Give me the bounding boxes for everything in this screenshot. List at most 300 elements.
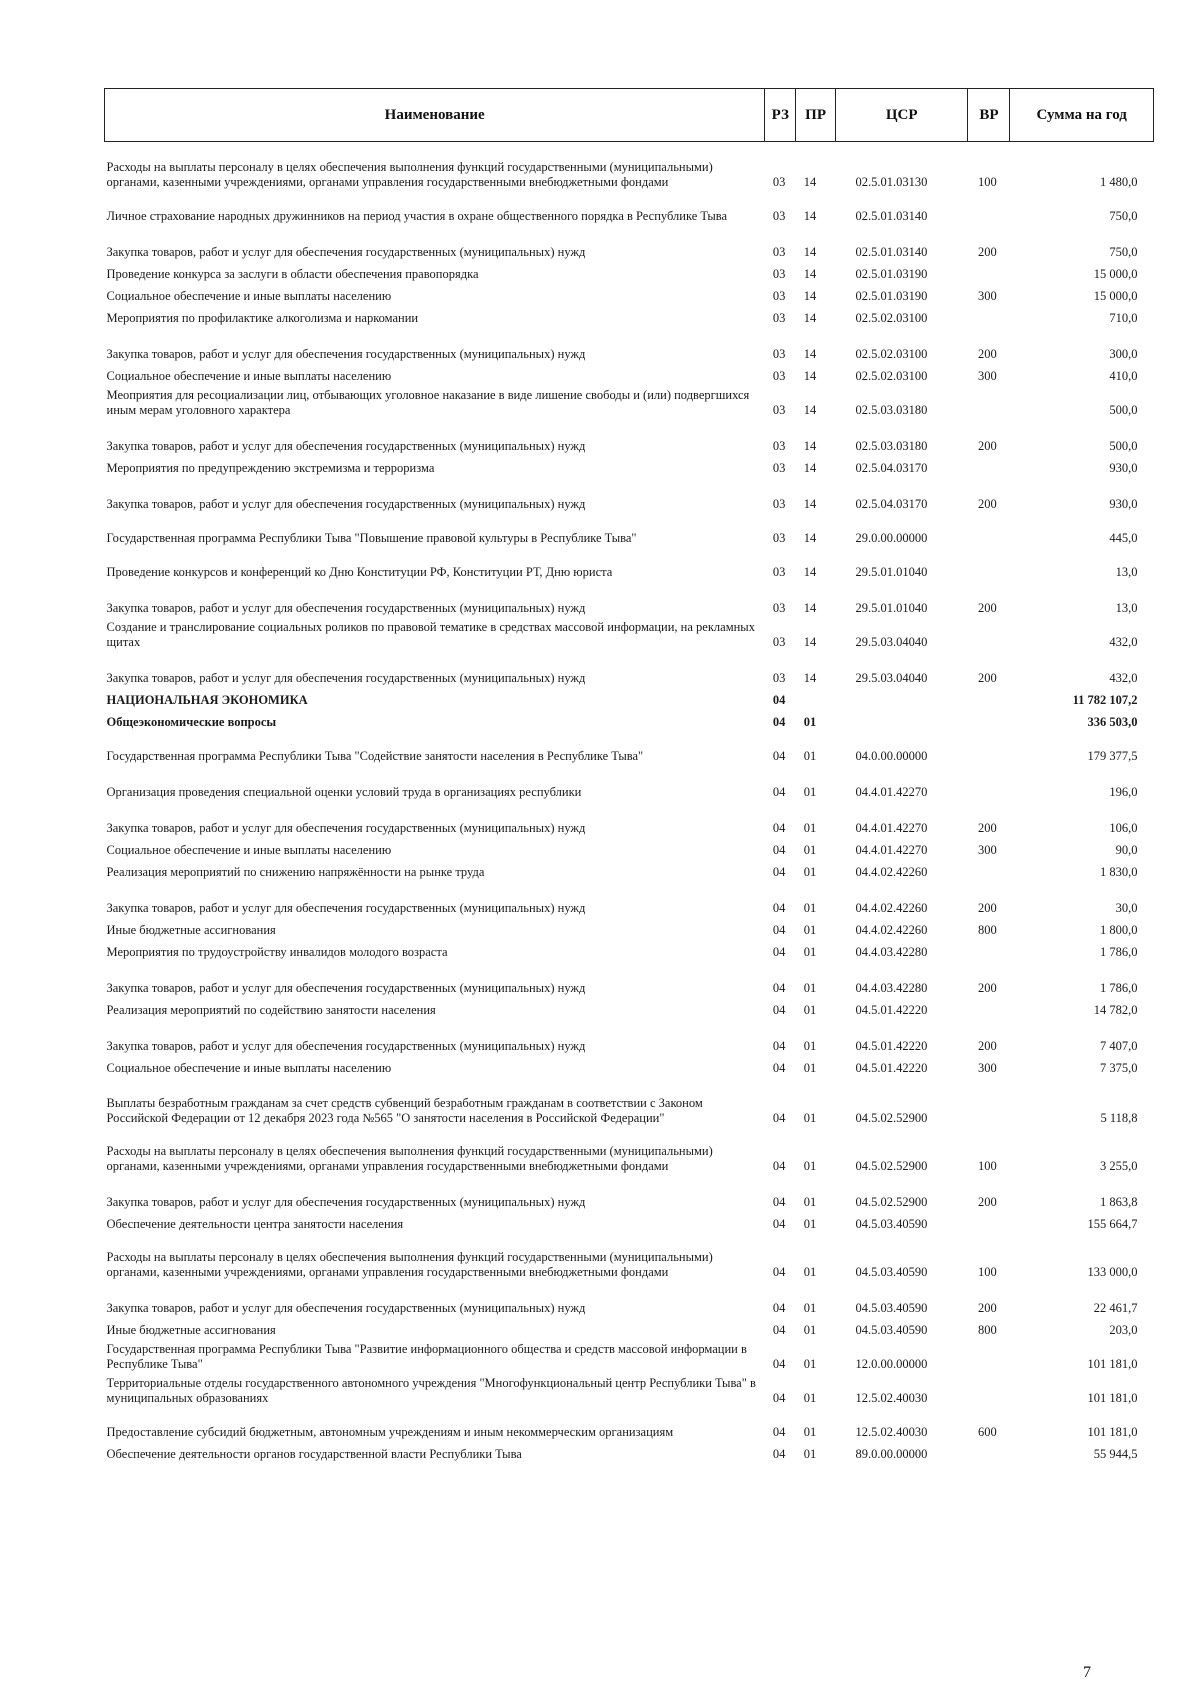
cell-vr: 200 bbox=[977, 1194, 997, 1209]
cell-csr: 02.5.01.03190 bbox=[855, 288, 928, 303]
cell-sum: 710,0 bbox=[1109, 310, 1138, 325]
table-row bbox=[105, 546, 1154, 580]
cell-name: Закупка товаров, работ и услуг для обеспечения государственных (муниципальных) нужд bbox=[106, 600, 586, 615]
cell-rz: 03 bbox=[772, 670, 786, 685]
table-row bbox=[105, 708, 1154, 730]
header-name: Наименование bbox=[105, 89, 765, 142]
table-row bbox=[105, 1076, 1154, 1126]
cell-sum: 3 255,0 bbox=[1100, 1158, 1138, 1173]
cell-sum: 500,0 bbox=[1109, 438, 1138, 453]
cell-vr bbox=[968, 190, 1010, 224]
cell-name: Выплаты безработным гражданам за счет средств субвенций безработным гражданам в соответствии с Законом Российской Федерации от 12 декабря 2023 года №565 "О занятости населения в Российской Федерации" bbox=[106, 1095, 703, 1125]
cell-name: Социальное обеспечение и иные выплаты населению bbox=[106, 288, 392, 303]
cell-rz: 03 bbox=[772, 244, 786, 259]
cell-csr: 29.5.01.01040 bbox=[855, 600, 928, 615]
cell-name: Расходы на выплаты персоналу в целях обеспечения выполнения функций государственными (муниципальными) органами, казенными учреждениями, органами управления государственными внебюджетными фондами bbox=[106, 1143, 713, 1173]
cell-csr: 04.4.03.42280 bbox=[855, 944, 928, 959]
cell-name: Закупка товаров, работ и услуг для обеспечения государственных (муниципальных) нужд bbox=[106, 438, 586, 453]
cell-name: Обеспечение деятельности центра занятости населения bbox=[106, 1216, 404, 1231]
cell-rz: 03 bbox=[772, 266, 786, 281]
cell-csr: 12.0.00.00000 bbox=[855, 1356, 928, 1371]
cell-rz: 04 bbox=[772, 1110, 786, 1125]
cell-name: Государственная программа Республики Тыва "Повышение правовой культуры в Республике Тыва" bbox=[106, 530, 637, 545]
cell-vr: 200 bbox=[977, 980, 997, 995]
cell-name: Мероприятия по профилактике алкоголизма и наркомании bbox=[106, 310, 419, 325]
cell-sum: 432,0 bbox=[1109, 670, 1138, 685]
cell-vr: 200 bbox=[977, 438, 997, 453]
cell-name: Организация проведения специальной оценки условий труда в организациях республики bbox=[106, 784, 582, 799]
table-row bbox=[105, 1406, 1154, 1440]
cell-sum: 196,0 bbox=[1109, 784, 1138, 799]
cell-name: Меоприятия для ресоциализации лиц, отбывающих уголовное наказание в виде лишение свободы и (или) подвергшихся иным мерам уголовного характера bbox=[106, 387, 750, 417]
cell-name: Закупка товаров, работ и услуг для обеспечения государственных (муниципальных) нужд bbox=[106, 900, 586, 915]
cell-name: НАЦИОНАЛЬНАЯ ЭКОНОМИКА bbox=[106, 692, 308, 707]
cell-vr: 300 bbox=[977, 842, 997, 857]
table-row bbox=[105, 282, 1154, 304]
cell-sum: 101 181,0 bbox=[1087, 1390, 1138, 1405]
cell-vr bbox=[968, 1338, 1010, 1372]
cell-rz: 03 bbox=[772, 402, 786, 417]
cell-vr bbox=[968, 1372, 1010, 1406]
cell-csr: 04.5.03.40590 bbox=[855, 1322, 928, 1337]
table-row bbox=[105, 580, 1154, 616]
cell-pr: 14 bbox=[803, 460, 817, 475]
cell-sum: 432,0 bbox=[1109, 634, 1138, 649]
cell-vr bbox=[968, 996, 1010, 1018]
table-row bbox=[105, 1338, 1154, 1372]
cell-pr: 01 bbox=[803, 820, 817, 835]
cell-csr bbox=[835, 708, 968, 730]
cell-pr: 14 bbox=[803, 402, 817, 417]
cell-sum: 300,0 bbox=[1109, 346, 1138, 361]
cell-rz: 04 bbox=[772, 900, 786, 915]
cell-csr: 02.5.04.03170 bbox=[855, 496, 928, 511]
cell-vr: 200 bbox=[977, 1038, 997, 1053]
cell-csr: 29.5.03.04040 bbox=[855, 634, 928, 649]
cell-vr: 300 bbox=[977, 288, 997, 303]
cell-name: Социальное обеспечение и иные выплаты населению bbox=[106, 1060, 392, 1075]
cell-name: Расходы на выплаты персоналу в целях обеспечения выполнения функций государственными (муниципальными) органами, казенными учреждениями, органами управления государственными внебюджетными фондами bbox=[106, 1249, 713, 1279]
cell-sum: 11 782 107,2 bbox=[1072, 692, 1138, 707]
cell-csr: 04.4.02.42260 bbox=[855, 922, 928, 937]
cell-csr: 04.4.02.42260 bbox=[855, 864, 928, 879]
cell-vr bbox=[968, 546, 1010, 580]
cell-pr: 14 bbox=[803, 530, 817, 545]
cell-name: Государственная программа Республики Тыва "Содействие занятости населения в Республике Тыва" bbox=[106, 748, 644, 763]
cell-rz: 04 bbox=[772, 1322, 786, 1337]
cell-rz: 03 bbox=[772, 438, 786, 453]
table-row bbox=[105, 454, 1154, 476]
cell-rz: 03 bbox=[772, 600, 786, 615]
cell-pr: 01 bbox=[803, 748, 817, 763]
cell-name: Закупка товаров, работ и услуг для обеспечения государственных (муниципальных) нужд bbox=[106, 1300, 586, 1315]
table-row bbox=[105, 1232, 1154, 1280]
cell-pr: 01 bbox=[803, 900, 817, 915]
table-row bbox=[105, 650, 1154, 686]
table-row bbox=[105, 764, 1154, 800]
cell-name: Закупка товаров, работ и услуг для обеспечения государственных (муниципальных) нужд bbox=[106, 346, 586, 361]
cell-vr: 300 bbox=[977, 1060, 997, 1075]
cell-pr: 01 bbox=[803, 1158, 817, 1173]
cell-vr bbox=[968, 708, 1010, 730]
cell-sum: 15 000,0 bbox=[1093, 288, 1138, 303]
cell-csr: 04.5.02.52900 bbox=[855, 1194, 928, 1209]
budget-table-page bbox=[104, 88, 1154, 1462]
cell-name: Проведение конкурса за заслуги в области обеспечения правопорядка bbox=[106, 266, 479, 281]
cell-csr: 02.5.01.03130 bbox=[855, 174, 928, 189]
table-row bbox=[105, 224, 1154, 260]
cell-name: Закупка товаров, работ и услуг для обеспечения государственных (муниципальных) нужд bbox=[106, 244, 586, 259]
cell-sum: 14 782,0 bbox=[1093, 1002, 1138, 1017]
cell-rz: 04 bbox=[772, 1060, 786, 1075]
cell-sum: 1 786,0 bbox=[1100, 980, 1138, 995]
cell-pr: 14 bbox=[803, 288, 817, 303]
cell-vr bbox=[968, 1210, 1010, 1232]
cell-csr: 12.5.02.40030 bbox=[855, 1424, 928, 1439]
cell-csr: 04.0.00.00000 bbox=[855, 748, 928, 763]
cell-vr bbox=[968, 1076, 1010, 1126]
cell-sum: 750,0 bbox=[1109, 208, 1138, 223]
cell-rz: 03 bbox=[772, 174, 786, 189]
cell-name: Реализация мероприятий по снижению напряжённости на рынке труда bbox=[106, 864, 485, 879]
table-row bbox=[105, 1210, 1154, 1232]
cell-csr: 29.5.03.04040 bbox=[855, 670, 928, 685]
cell-sum: 55 944,5 bbox=[1093, 1446, 1138, 1461]
cell-sum: 30,0 bbox=[1115, 900, 1138, 915]
cell-name: Закупка товаров, работ и услуг для обеспечения государственных (муниципальных) нужд bbox=[106, 820, 586, 835]
cell-csr: 02.5.03.03180 bbox=[855, 438, 928, 453]
cell-rz: 03 bbox=[772, 288, 786, 303]
cell-csr: 02.5.03.03180 bbox=[855, 402, 928, 417]
cell-vr: 100 bbox=[977, 1158, 997, 1173]
cell-csr: 29.5.01.01040 bbox=[855, 564, 928, 579]
table-row bbox=[105, 1280, 1154, 1316]
cell-vr: 800 bbox=[977, 922, 997, 937]
cell-vr bbox=[968, 260, 1010, 282]
cell-rz: 04 bbox=[772, 1446, 786, 1461]
cell-pr: 14 bbox=[803, 670, 817, 685]
cell-csr: 89.0.00.00000 bbox=[855, 1446, 928, 1461]
cell-csr: 04.4.01.42270 bbox=[855, 784, 928, 799]
cell-pr: 01 bbox=[803, 1264, 817, 1279]
cell-pr: 01 bbox=[803, 1424, 817, 1439]
cell-pr: 14 bbox=[803, 438, 817, 453]
cell-rz: 04 bbox=[772, 1002, 786, 1017]
cell-vr: 200 bbox=[977, 496, 997, 511]
cell-vr: 200 bbox=[977, 820, 997, 835]
cell-vr: 200 bbox=[977, 244, 997, 259]
cell-rz: 04 bbox=[772, 692, 786, 707]
cell-sum: 1 786,0 bbox=[1100, 944, 1138, 959]
cell-sum: 7 407,0 bbox=[1100, 1038, 1138, 1053]
cell-sum: 410,0 bbox=[1109, 368, 1138, 383]
cell-rz: 04 bbox=[772, 1216, 786, 1231]
cell-pr: 01 bbox=[803, 1300, 817, 1315]
cell-name: Предоставление субсидий бюджетным, автономным учреждениям и иным некоммерческим организациям bbox=[106, 1424, 674, 1439]
cell-name: Закупка товаров, работ и услуг для обеспечения государственных (муниципальных) нужд bbox=[106, 670, 586, 685]
cell-vr bbox=[968, 512, 1010, 546]
cell-vr: 200 bbox=[977, 1300, 997, 1315]
cell-sum: 930,0 bbox=[1109, 496, 1138, 511]
cell-pr: 14 bbox=[803, 208, 817, 223]
cell-vr bbox=[968, 764, 1010, 800]
cell-vr: 200 bbox=[977, 600, 997, 615]
header-rz: РЗ bbox=[765, 89, 796, 142]
cell-rz: 04 bbox=[772, 1356, 786, 1371]
cell-pr: 14 bbox=[803, 346, 817, 361]
cell-rz: 04 bbox=[772, 1158, 786, 1173]
cell-csr: 04.4.03.42280 bbox=[855, 980, 928, 995]
cell-name: Социальное обеспечение и иные выплаты населению bbox=[106, 368, 392, 383]
cell-vr: 200 bbox=[977, 670, 997, 685]
cell-vr: 800 bbox=[977, 1322, 997, 1337]
table-row bbox=[105, 362, 1154, 384]
cell-name: Закупка товаров, работ и услуг для обеспечения государственных (муниципальных) нужд bbox=[106, 1194, 586, 1209]
cell-pr: 01 bbox=[803, 1356, 817, 1371]
budget-table bbox=[104, 88, 1154, 1462]
cell-rz: 03 bbox=[772, 460, 786, 475]
cell-name: Личное страхование народных дружинников на период участия в охране общественного порядка в Республике Тыва bbox=[106, 208, 728, 223]
table-row bbox=[105, 1018, 1154, 1054]
cell-csr: 04.4.01.42270 bbox=[855, 842, 928, 857]
cell-csr: 02.5.01.03140 bbox=[855, 208, 928, 223]
cell-name: Территориальные отделы государственного автономного учреждения "Многофункциональный центр Республики Тыва" в муниципальных образованиях bbox=[106, 1375, 756, 1405]
cell-pr: 14 bbox=[803, 266, 817, 281]
cell-pr bbox=[796, 686, 836, 708]
cell-rz: 04 bbox=[772, 714, 786, 729]
table-row bbox=[105, 1174, 1154, 1210]
cell-pr: 01 bbox=[803, 1322, 817, 1337]
table-row bbox=[105, 616, 1154, 650]
table-row bbox=[105, 1372, 1154, 1406]
cell-pr: 01 bbox=[803, 1216, 817, 1231]
cell-pr: 01 bbox=[803, 1446, 817, 1461]
cell-sum: 22 461,7 bbox=[1093, 1300, 1138, 1315]
cell-name: Закупка товаров, работ и услуг для обеспечения государственных (муниципальных) нужд bbox=[106, 1038, 586, 1053]
cell-vr: 600 bbox=[977, 1424, 997, 1439]
cell-sum: 155 664,7 bbox=[1087, 1216, 1138, 1231]
cell-pr: 01 bbox=[803, 980, 817, 995]
cell-csr: 02.5.02.03100 bbox=[855, 368, 928, 383]
cell-rz: 04 bbox=[772, 864, 786, 879]
header-csr: ЦСР bbox=[835, 89, 968, 142]
cell-csr: 02.5.02.03100 bbox=[855, 310, 928, 325]
cell-csr: 04.5.01.42220 bbox=[855, 1060, 928, 1075]
cell-vr: 100 bbox=[977, 1264, 997, 1279]
cell-name: Иные бюджетные ассигнования bbox=[106, 922, 276, 937]
cell-sum: 90,0 bbox=[1115, 842, 1138, 857]
table-body bbox=[105, 142, 1154, 1462]
cell-csr: 02.5.01.03140 bbox=[855, 244, 928, 259]
cell-rz: 04 bbox=[772, 944, 786, 959]
cell-name: Создание и транслирование социальных роликов по правовой тематике в средствах массовой информации, на рекламных щитах bbox=[106, 619, 755, 649]
cell-pr: 01 bbox=[803, 944, 817, 959]
table-row bbox=[105, 880, 1154, 916]
cell-sum: 336 503,0 bbox=[1087, 714, 1138, 729]
table-row bbox=[105, 938, 1154, 960]
cell-rz: 03 bbox=[772, 368, 786, 383]
cell-name: Обеспечение деятельности органов государственной власти Республики Тыва bbox=[106, 1446, 522, 1461]
cell-sum: 1 480,0 bbox=[1100, 174, 1138, 189]
cell-rz: 04 bbox=[772, 1390, 786, 1405]
table-row bbox=[105, 686, 1154, 708]
cell-name: Реализация мероприятий по содействию занятости населения bbox=[106, 1002, 436, 1017]
cell-sum: 179 377,5 bbox=[1087, 748, 1138, 763]
cell-sum: 500,0 bbox=[1109, 402, 1138, 417]
table-row bbox=[105, 858, 1154, 880]
cell-pr: 14 bbox=[803, 634, 817, 649]
header-vr: ВР bbox=[968, 89, 1010, 142]
cell-rz: 04 bbox=[772, 922, 786, 937]
cell-pr: 01 bbox=[803, 1390, 817, 1405]
table-row bbox=[105, 304, 1154, 326]
cell-pr: 01 bbox=[803, 1002, 817, 1017]
table-row bbox=[105, 260, 1154, 282]
cell-pr: 14 bbox=[803, 564, 817, 579]
cell-sum: 1 863,8 bbox=[1100, 1194, 1138, 1209]
cell-pr: 01 bbox=[803, 1194, 817, 1209]
table-row bbox=[105, 384, 1154, 418]
cell-sum: 203,0 bbox=[1109, 1322, 1138, 1337]
cell-rz: 03 bbox=[772, 634, 786, 649]
cell-rz: 04 bbox=[772, 1300, 786, 1315]
cell-csr: 29.0.00.00000 bbox=[855, 530, 928, 545]
header-sum: Сумма на год bbox=[1010, 89, 1154, 142]
table-row bbox=[105, 996, 1154, 1018]
cell-pr: 01 bbox=[803, 922, 817, 937]
cell-vr bbox=[968, 1440, 1010, 1462]
cell-pr: 14 bbox=[803, 174, 817, 189]
cell-name: Иные бюджетные ассигнования bbox=[106, 1322, 276, 1337]
cell-vr bbox=[968, 938, 1010, 960]
cell-csr: 04.5.01.42220 bbox=[855, 1038, 928, 1053]
cell-sum: 101 181,0 bbox=[1087, 1424, 1138, 1439]
cell-rz: 04 bbox=[772, 980, 786, 995]
cell-rz: 03 bbox=[772, 496, 786, 511]
cell-sum: 106,0 bbox=[1109, 820, 1138, 835]
cell-pr: 01 bbox=[803, 1110, 817, 1125]
cell-rz: 03 bbox=[772, 208, 786, 223]
cell-vr: 200 bbox=[977, 346, 997, 361]
table-row bbox=[105, 418, 1154, 454]
table-row bbox=[105, 1126, 1154, 1174]
cell-rz: 04 bbox=[772, 820, 786, 835]
cell-name: Государственная программа Республики Тыва "Развитие информационного общества и средств массовой информации в Республике Тыва" bbox=[106, 1341, 747, 1371]
cell-vr bbox=[968, 858, 1010, 880]
cell-vr: 100 bbox=[977, 174, 997, 189]
header-pr: ПР bbox=[796, 89, 836, 142]
cell-vr bbox=[968, 616, 1010, 650]
cell-vr bbox=[968, 454, 1010, 476]
cell-sum: 445,0 bbox=[1109, 530, 1138, 545]
table-row bbox=[105, 800, 1154, 836]
cell-csr bbox=[835, 686, 968, 708]
cell-name: Закупка товаров, работ и услуг для обеспечения государственных (муниципальных) нужд bbox=[106, 496, 586, 511]
cell-pr: 01 bbox=[803, 864, 817, 879]
table-header-row bbox=[105, 89, 1154, 142]
cell-vr: 300 bbox=[977, 368, 997, 383]
cell-csr: 04.5.01.42220 bbox=[855, 1002, 928, 1017]
cell-csr: 04.5.02.52900 bbox=[855, 1158, 928, 1173]
cell-rz: 04 bbox=[772, 748, 786, 763]
cell-sum: 101 181,0 bbox=[1087, 1356, 1138, 1371]
cell-csr: 04.5.02.52900 bbox=[855, 1110, 928, 1125]
cell-sum: 133 000,0 bbox=[1087, 1264, 1138, 1279]
page-number: 7 bbox=[1083, 1664, 1091, 1681]
cell-rz: 04 bbox=[772, 1264, 786, 1279]
cell-vr bbox=[968, 730, 1010, 764]
cell-csr: 04.5.03.40590 bbox=[855, 1300, 928, 1315]
table-row bbox=[105, 512, 1154, 546]
table-row bbox=[105, 190, 1154, 224]
cell-name: Мероприятия по трудоустройству инвалидов молодого возраста bbox=[106, 944, 448, 959]
cell-pr: 14 bbox=[803, 310, 817, 325]
cell-vr bbox=[968, 304, 1010, 326]
cell-csr: 02.5.04.03170 bbox=[855, 460, 928, 475]
table-row bbox=[105, 836, 1154, 858]
cell-name: Общеэкономические вопросы bbox=[106, 714, 277, 729]
cell-csr: 04.4.01.42270 bbox=[855, 820, 928, 835]
cell-rz: 04 bbox=[772, 842, 786, 857]
table-row bbox=[105, 1316, 1154, 1338]
table-row bbox=[105, 1054, 1154, 1076]
cell-sum: 1 830,0 bbox=[1100, 864, 1138, 879]
cell-csr: 04.4.02.42260 bbox=[855, 900, 928, 915]
cell-vr: 200 bbox=[977, 900, 997, 915]
cell-pr: 14 bbox=[803, 244, 817, 259]
cell-pr: 01 bbox=[803, 784, 817, 799]
cell-csr: 04.5.03.40590 bbox=[855, 1216, 928, 1231]
cell-rz: 04 bbox=[772, 1038, 786, 1053]
cell-csr: 04.5.03.40590 bbox=[855, 1264, 928, 1279]
cell-name: Проведение конкурсов и конференций ко Дню Конституции РФ, Конституции РТ, Дню юриста bbox=[106, 564, 613, 579]
table-row bbox=[105, 476, 1154, 512]
cell-sum: 5 118,8 bbox=[1100, 1110, 1138, 1125]
cell-name: Мероприятия по предупреждению экстремизма и терроризма bbox=[106, 460, 435, 475]
cell-sum: 13,0 bbox=[1115, 600, 1138, 615]
table-row bbox=[105, 142, 1154, 190]
table-row bbox=[105, 326, 1154, 362]
table-row bbox=[105, 730, 1154, 764]
cell-pr: 01 bbox=[803, 1060, 817, 1075]
table-row bbox=[105, 916, 1154, 938]
cell-csr: 12.5.02.40030 bbox=[855, 1390, 928, 1405]
cell-rz: 04 bbox=[772, 1194, 786, 1209]
cell-name: Социальное обеспечение и иные выплаты населению bbox=[106, 842, 392, 857]
cell-name: Расходы на выплаты персоналу в целях обеспечения выполнения функций государственными (муниципальными) органами, казенными учреждениями, органами управления государственными внебюджетными фондами bbox=[106, 159, 713, 189]
cell-sum: 15 000,0 bbox=[1093, 266, 1138, 281]
cell-rz: 04 bbox=[772, 1424, 786, 1439]
cell-rz: 03 bbox=[772, 530, 786, 545]
cell-pr: 01 bbox=[803, 1038, 817, 1053]
cell-vr bbox=[968, 686, 1010, 708]
cell-pr: 01 bbox=[803, 714, 817, 729]
cell-rz: 03 bbox=[772, 310, 786, 325]
cell-vr bbox=[968, 384, 1010, 418]
cell-rz: 03 bbox=[772, 346, 786, 361]
cell-pr: 01 bbox=[803, 842, 817, 857]
table-row bbox=[105, 960, 1154, 996]
cell-sum: 7 375,0 bbox=[1100, 1060, 1138, 1075]
cell-csr: 02.5.02.03100 bbox=[855, 346, 928, 361]
cell-rz: 04 bbox=[772, 784, 786, 799]
cell-sum: 1 800,0 bbox=[1100, 922, 1138, 937]
cell-pr: 14 bbox=[803, 496, 817, 511]
cell-csr: 02.5.01.03190 bbox=[855, 266, 928, 281]
cell-name: Закупка товаров, работ и услуг для обеспечения государственных (муниципальных) нужд bbox=[106, 980, 586, 995]
table-row bbox=[105, 1440, 1154, 1462]
cell-sum: 750,0 bbox=[1109, 244, 1138, 259]
